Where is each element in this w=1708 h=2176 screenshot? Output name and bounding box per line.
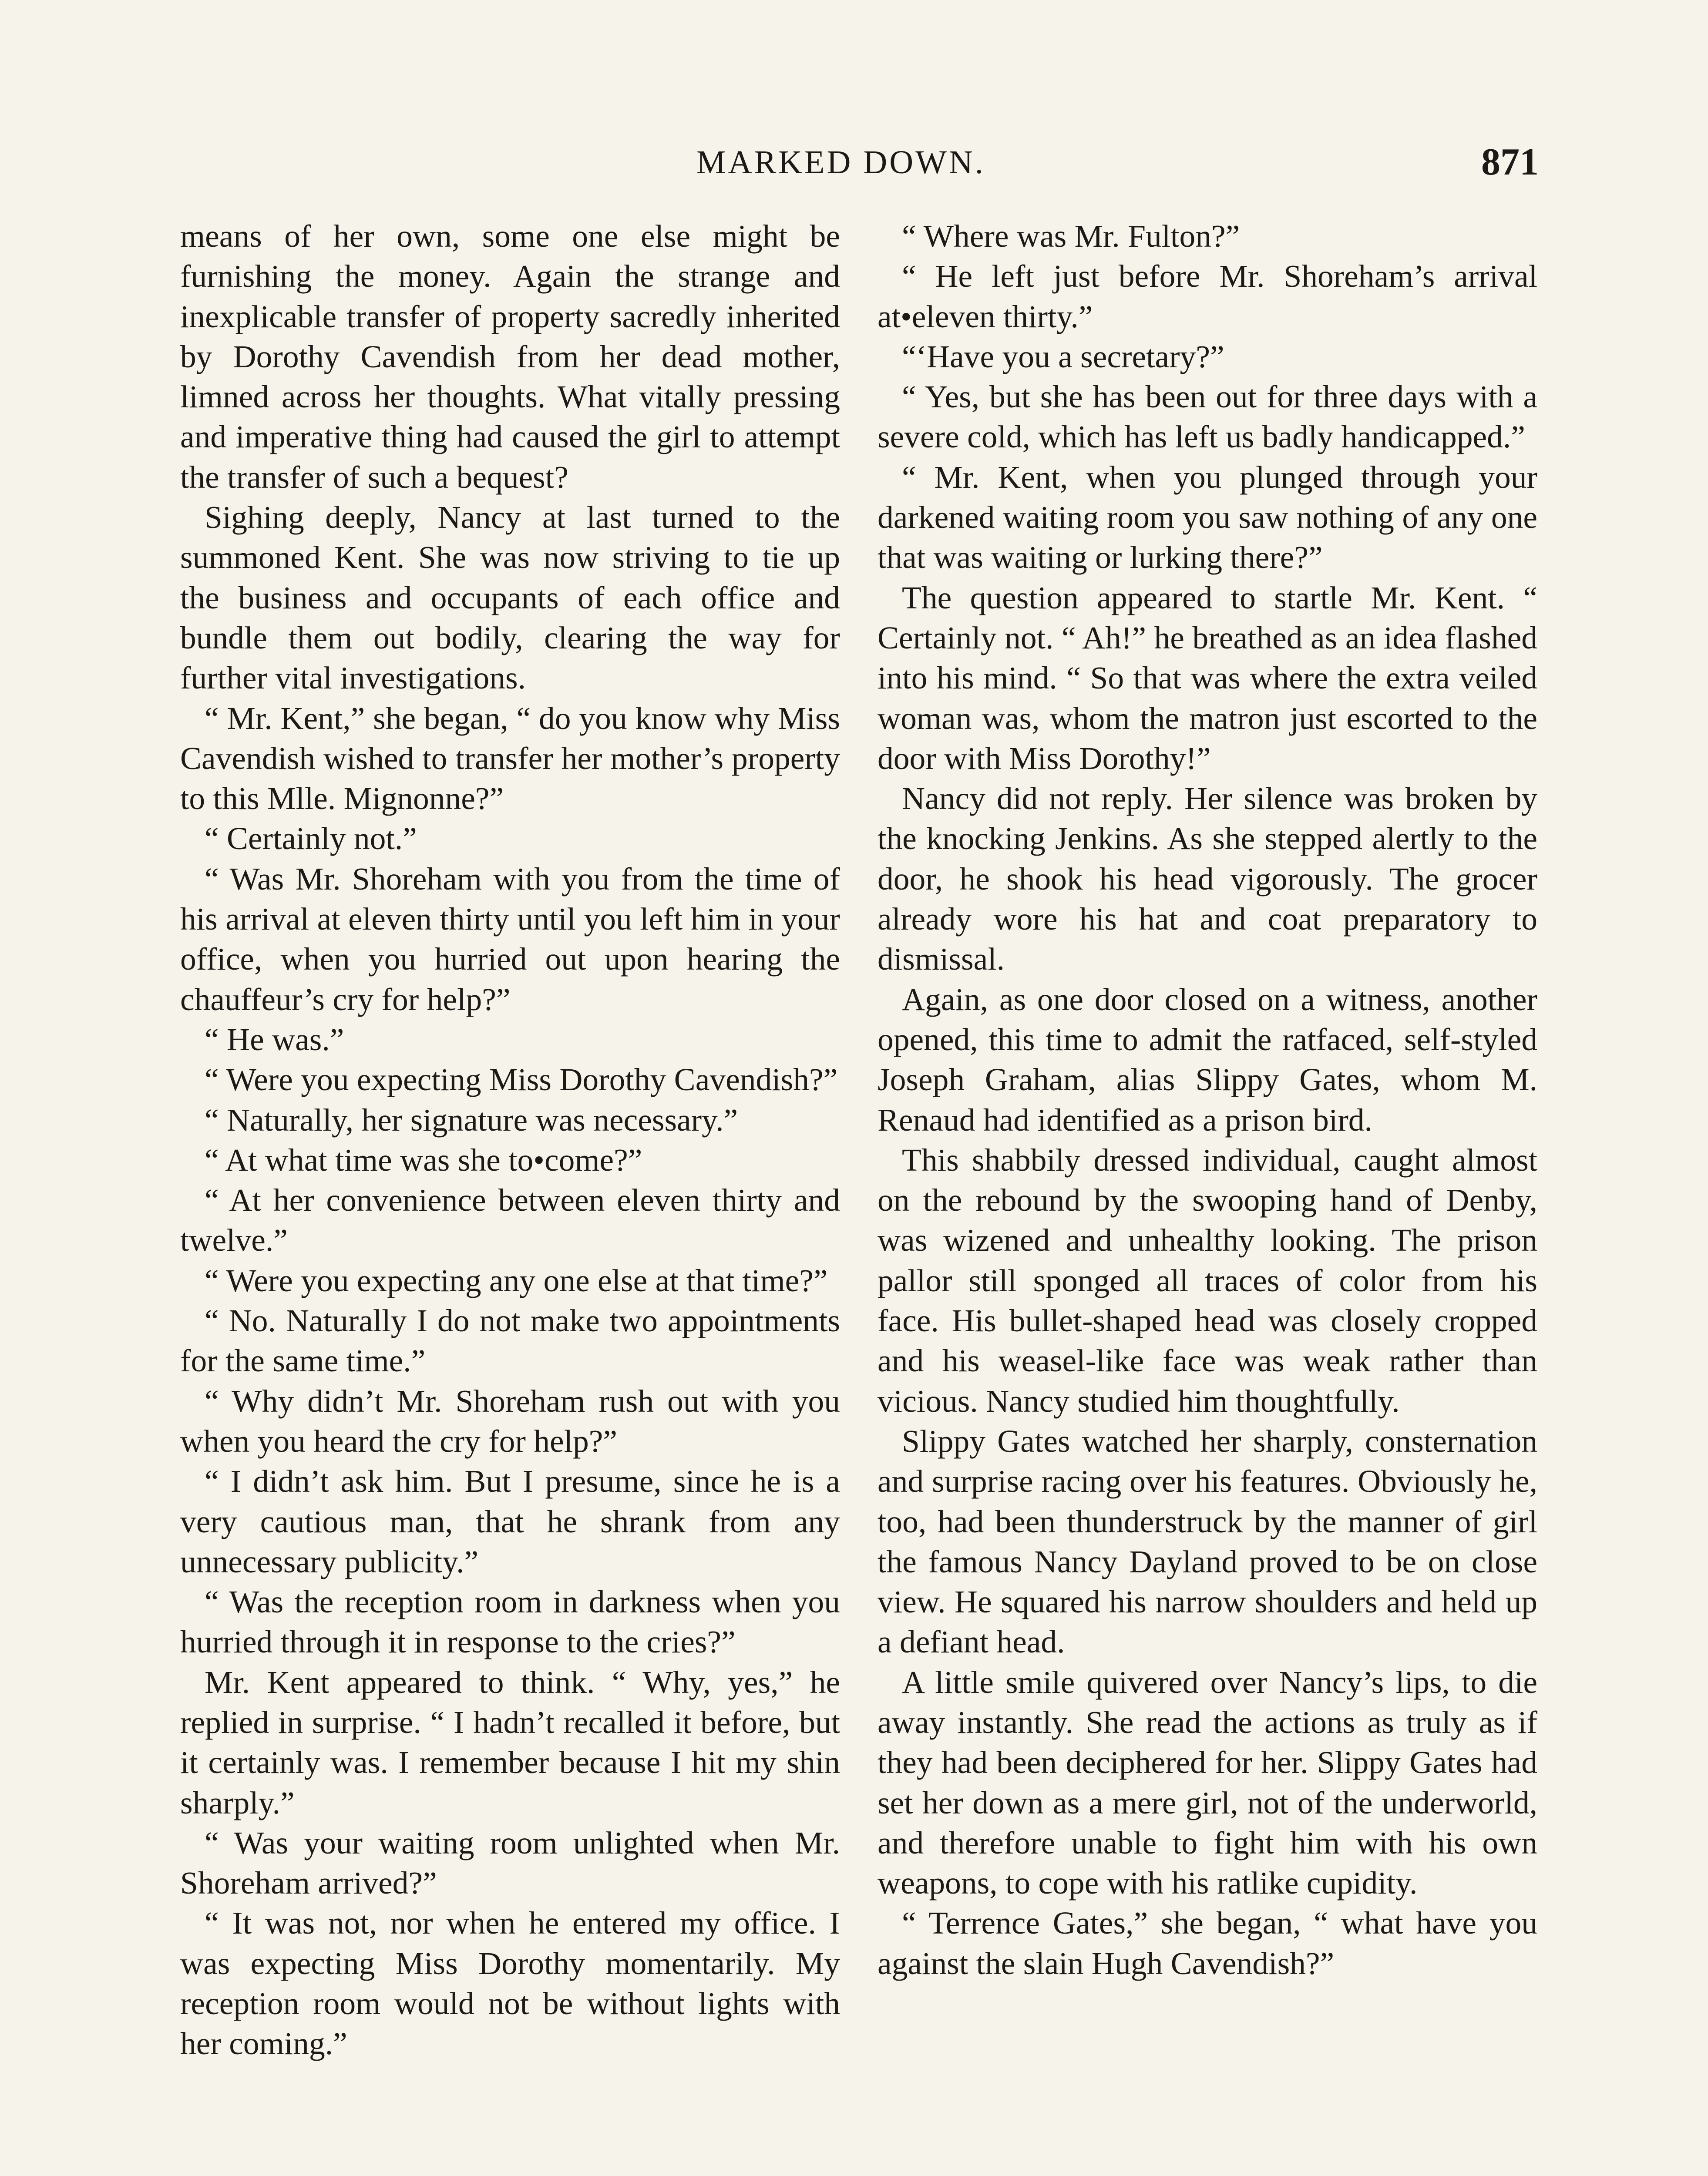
paragraph: Again, as one door closed on a witness, another opened, this time to admit the ratfaced, self-styled Joseph Graham, alias Slippy Gates, whom M. Renaud had identified as a prison bird.	[878, 981, 1537, 1138]
page-number: 871	[1481, 141, 1539, 183]
paragraph: “ It was not, nor when he entered my office. I was expecting Miss Dorothy momentarily. My reception room would not be without lights with her coming.”	[180, 1905, 840, 2062]
paragraph: “ Was your waiting room unlighted when Mr. Shoreham arrived?”	[180, 1825, 840, 1901]
paragraph: Slippy Gates watched her sharply, consternation and surprise racing over his features. Obviously he, too, had been thunderstruck by the manner of girl the famous Nancy Dayland proved to be on close view. He squared his narrow shoulders and held up a defiant head.	[878, 1423, 1537, 1660]
paragraph: “ Mr. Kent,” she began, “ do you know why Miss Cavendish wished to transfer her mother’s property to this Mlle. Mignonne?”	[180, 700, 840, 816]
paragraph: means of her own, some one else might be furnishing the money. Again the strange and inexplicable transfer of property sacredly inherited by Dorothy Cavendish from her dead mother, limned across her thoughts. What vitally pressing and imperative thing had caused the girl to attempt the transfer of such a bequest?	[180, 218, 840, 495]
paragraph: “ Were you expecting Miss Dorothy Cavendish?”	[205, 1062, 838, 1098]
paragraph: “ Were you expecting any one else at that time?”	[205, 1263, 828, 1298]
page-header	[696, 138, 1539, 186]
paragraph: “ Naturally, her signature was necessary.”	[205, 1102, 738, 1138]
paragraph: Sighing deeply, Nancy at last turned to the summoned Kent. She was now striving to tie up the business and occupants of each office and bundle them out bodily, clearing the way for further vital investigations.	[180, 500, 840, 696]
paragraph: The question appeared to startle Mr. Kent. “ Certainly not. “ Ah!” he breathed as an idea flashed into his mind. “ So that was where the extra veiled woman was, whom the matron just escorted to the door with Miss Dorothy!”	[878, 580, 1537, 776]
paragraph: “ Was Mr. Shoreham with you from the time of his arrival at eleven thirty until you left him in your office, when you hurried out upon hearing the chauffeur’s cry for help?”	[180, 861, 840, 1017]
paragraph: “ I didn’t ask him. But I presume, since he is a very cautious man, that he shrank from any unnecessary publicity.”	[180, 1464, 840, 1579]
paragraph: “ Certainly not.”	[205, 821, 417, 856]
left-column	[180, 216, 840, 2064]
paragraph: “ Yes, but she has been out for three days with a severe cold, which has left us badly handicapped.”	[878, 379, 1537, 455]
paragraph: “ No. Naturally I do not make two appointments for the same time.”	[180, 1303, 840, 1379]
right-column	[878, 216, 1537, 1984]
paragraph: A little smile quivered over Nancy’s lips, to die away instantly. She read the actions as truly as if they had been deciphered for her. Slippy Gates had set her down as a mere girl, not of the underworld, and therefore unable to fight him with his own weapons, to cope with his ratlike cupidity.	[878, 1664, 1537, 1901]
paragraph: “ At her convenience between eleven thirty and twelve.”	[180, 1182, 840, 1258]
paragraph: “ Mr. Kent, when you plunged through your darkened waiting room you saw nothing of any one that was waiting or lurking there?”	[878, 459, 1537, 575]
paragraph: “ At what time was she to•come?”	[205, 1142, 642, 1178]
paragraph: This shabbily dressed individual, caught almost on the rebound by the swooping hand of Denby, was wizened and unhealthy looking. The prison pallor still sponged all traces of color from his face. His bullet-shaped head was closely cropped and his weasel-like face was weak rather than vicious. Nancy studied him thoughtfully.	[878, 1142, 1537, 1419]
paragraph: “ Where was Mr. Fulton?”	[902, 218, 1240, 254]
paragraph: “‘Have you a secretary?”	[902, 339, 1224, 374]
paragraph: “ Was the reception room in darkness when you hurried through it in response to the cries?”	[180, 1584, 840, 1660]
running-title: MARKED DOWN.	[696, 144, 985, 181]
paragraph: Nancy did not reply. Her silence was broken by the knocking Jenkins. As she stepped alertly to the door, he shook his head vigorously. The grocer already wore his hat and coat preparatory to dismissal.	[878, 781, 1537, 977]
paragraph: “ Why didn’t Mr. Shoreham rush out with you when you heard the cry for help?”	[180, 1383, 840, 1459]
paragraph: “ He was.”	[205, 1021, 344, 1057]
paragraph: “ He left just before Mr. Shoreham’s arrival at•eleven thirty.”	[878, 259, 1537, 334]
paragraph: Mr. Kent appeared to think. “ Why, yes,” he replied in surprise. “ I hadn’t recalled it before, but it certainly was. I remember because I hit my shin sharply.”	[180, 1664, 840, 1820]
paragraph: “ Terrence Gates,” she began, “ what have you against the slain Hugh Cavendish?”	[878, 1905, 1537, 1981]
